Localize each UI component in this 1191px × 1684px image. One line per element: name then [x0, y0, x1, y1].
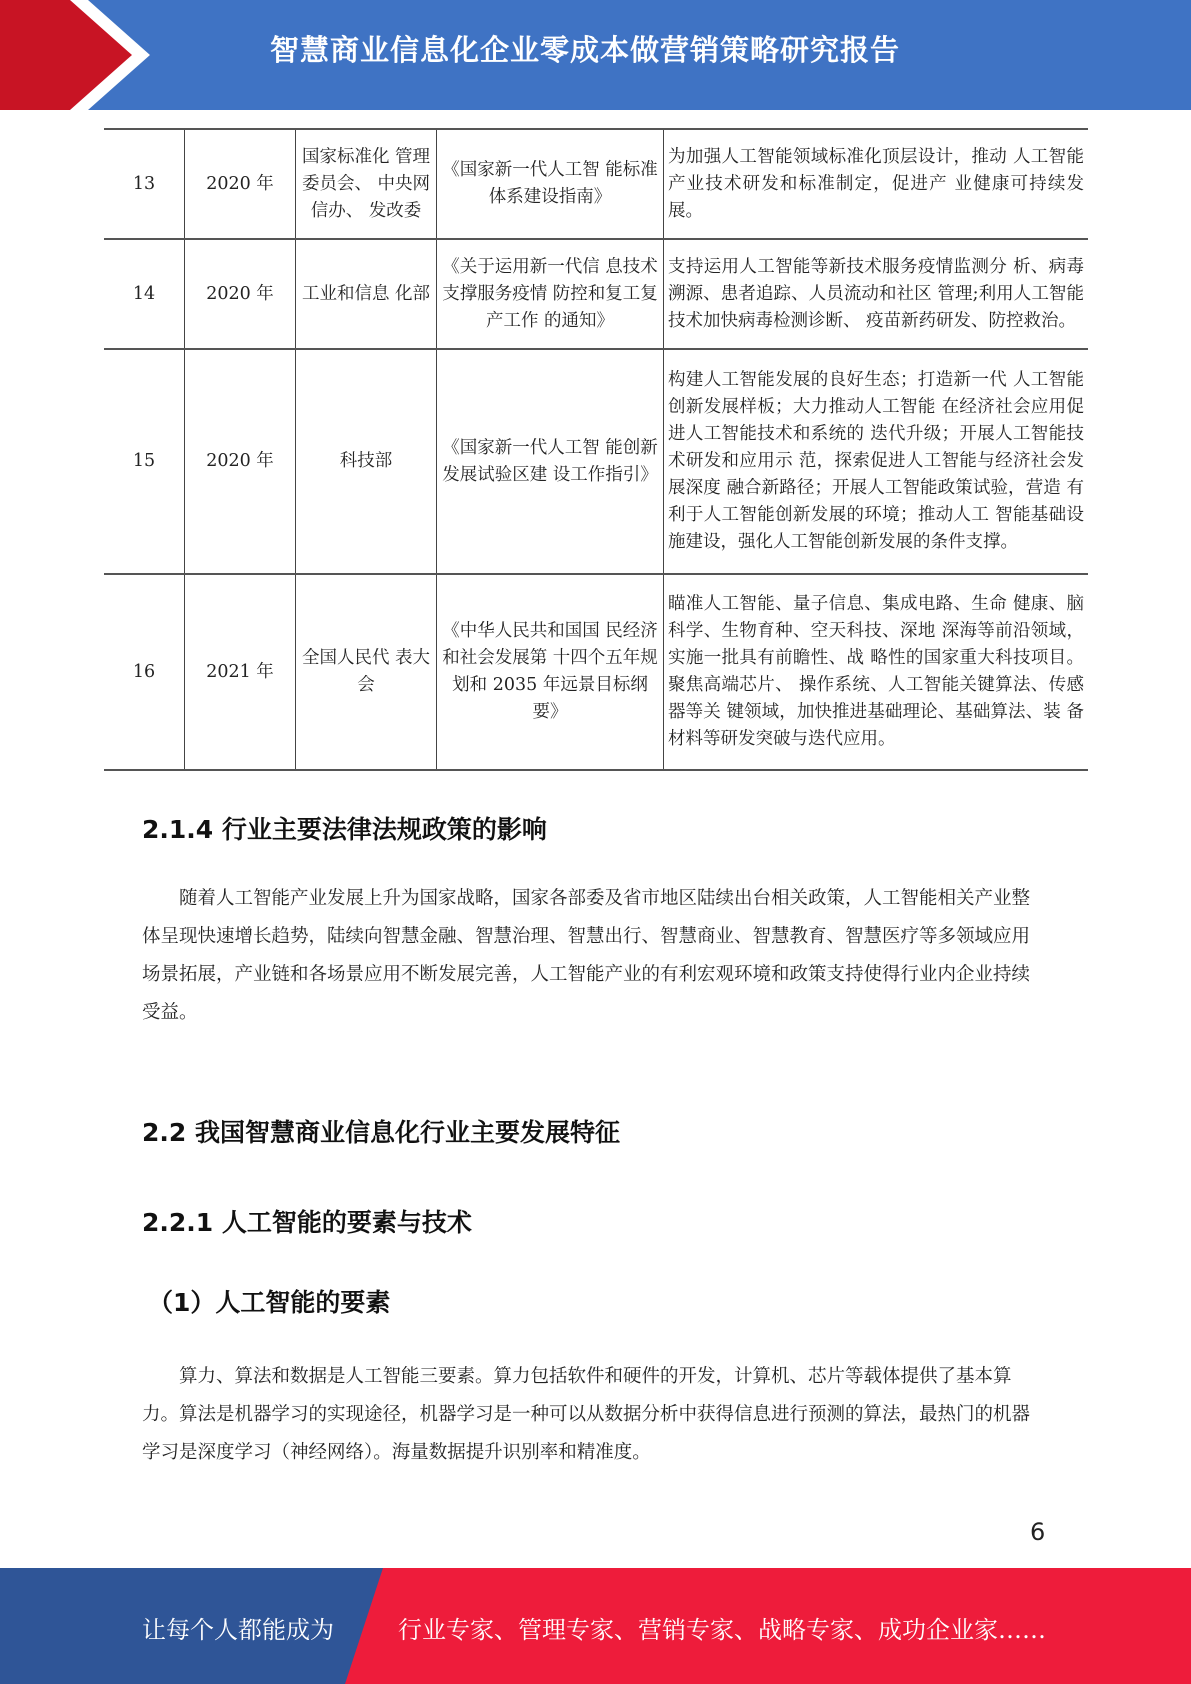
subsection-paragraph: 算力、算法和数据是人工智能三要素。算力包括软件和硬件的开发，计算机、芯片等载体提供了基本算力。算法是机器学习的实现途径，机器学习是一种可以从数据分析中获得信息进行预测的算法，最热门的机器学习是深度学习（神经网络）。海量数据提升识别率和精准度。	[142, 1366, 1031, 1463]
row-document: 《国家新一代人工智 能标准体系建设指南》	[437, 129, 664, 239]
report-title: 智慧商业信息化企业零成本做营销策略研究报告	[270, 33, 901, 67]
row-department: 科技部	[296, 349, 437, 574]
footer-slogan-left: 让每个人都能成为	[142, 1616, 334, 1644]
row-department: 全国人民代 表大会	[296, 574, 437, 770]
row-year: 2021 年	[185, 574, 296, 770]
section-heading-2-2: 2.2 我国智慧商业信息化行业主要发展特征	[142, 1118, 620, 1147]
table-row	[104, 239, 1088, 349]
row-department: 工业和信息 化部	[296, 239, 437, 349]
row-document: 《国家新一代人工智 能创新发展试验区建 设工作指引》	[437, 349, 664, 574]
footer-slogan-right: 行业专家、管理专家、营销专家、战略专家、成功企业家……	[398, 1616, 1046, 1644]
table-row	[104, 574, 1088, 770]
row-number: 16	[104, 574, 185, 770]
section-heading-2-2-1: 2.2.1 人工智能的要素与技术	[142, 1208, 472, 1237]
row-content: 瞄准人工智能、量子信息、集成电路、生命 健康、脑科学、生物育种、空天科技、深地 深海等前沿领域，实施一批具有前瞻性、战 略性的国家重大科技项目。聚焦高端芯片、 操作系统、人工智能关键算法、传感器等关 键领域，加快推进基础理论、基础算法、装 备材料等研发突破与迭代应用。	[664, 574, 1089, 770]
page-number: 6	[1030, 1518, 1046, 1546]
row-department: 国家标准化 管理委员会、 中央网信办、 发改委	[296, 129, 437, 239]
table-row	[104, 349, 1088, 574]
row-content: 构建人工智能发展的良好生态；打造新一代 人工智能创新发展样板；大力推动人工智能 在经济社会应用促进人工智能技术和系统的 迭代升级；开展人工智能技术研发和应用示 范，探索促进人工智能与经济社会发展深度 融合新路径；开展人工智能政策试验，营造 有利于人工智能创新发展的环境；推动人工 智能基础设施建设，强化人工智能创新发展的条件支撑。	[664, 349, 1089, 574]
section-paragraph: 随着人工智能产业发展上升为国家战略，国家各部委及省市地区陆续出台相关政策，人工智能相关产业整体呈现快速增长趋势，陆续向智慧金融、智慧治理、智慧出行、智慧商业、智慧教育、智慧医疗等多领域应用场景拓展，产业链和各场景应用不断发展完善，人工智能产业的有利宏观环境和政策支持使得行业内企业持续受益。	[142, 888, 1031, 1023]
header-chevron-icon	[0, 0, 150, 110]
row-year: 2020 年	[185, 129, 296, 239]
row-number: 15	[104, 349, 185, 574]
row-number: 13	[104, 129, 185, 239]
row-year: 2020 年	[185, 349, 296, 574]
row-year: 2020 年	[185, 239, 296, 349]
row-document: 《中华人民共和国国 民经济和社会发展第 十四个五年规划和 2035 年远景目标纲要》	[437, 574, 664, 770]
row-content: 为加强人工智能领域标准化顶层设计，推动 人工智能产业技术研发和标准制定，促进产 业健康可持续发展。	[664, 129, 1089, 239]
page-footer	[0, 1568, 1191, 1684]
row-number: 14	[104, 239, 185, 349]
page-header	[0, 0, 1191, 110]
policy-table	[104, 128, 1088, 771]
row-document: 《关于运用新一代信 息技术支撑服务疫情 防控和复工复产工作 的通知》	[437, 239, 664, 349]
subsection-heading-1: （1）人工智能的要素	[148, 1288, 391, 1317]
row-content: 支持运用人工智能等新技术服务疫情监测分 析、病毒溯源、患者追踪、人员流动和社区 管理;利用人工智能技术加快病毒检测诊断、 疫苗新药研发、防控救治。	[664, 239, 1089, 349]
table-row	[104, 129, 1088, 239]
section-heading-2-1-4: 2.1.4 行业主要法律法规政策的影响	[142, 815, 547, 844]
